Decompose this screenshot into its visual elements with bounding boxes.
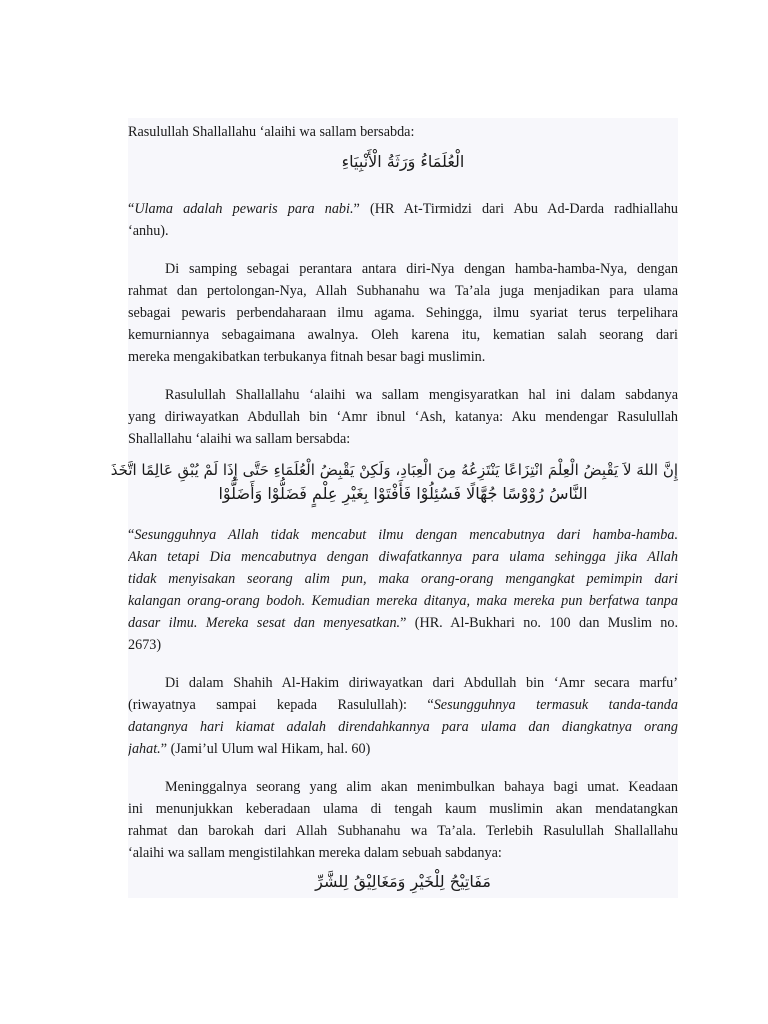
- arabic-hadith-ulama: الْعُلَمَاءُ وَرَثَةُ الْأَنْبِيَاءِ: [341, 152, 465, 171]
- paragraph-text: (riwayatnya sampai kepada Rasulullah): “: [128, 697, 434, 713]
- quote-line: [128, 716, 678, 738]
- quote-source: ” (Jami’ul Ulum wal Hikam, hal. 60): [160, 741, 371, 757]
- paragraph-line: Shallallahu ‘alaihi wa sallam bersabda:: [128, 431, 351, 447]
- paragraph-line: Di dalam Shahih Al-Hakim diriwayatkan dari Abdullah bin ‘Amr secara marfu’: [165, 675, 678, 691]
- paragraph-line: ‘alaihi wa sallam mengistilahkan mereka dalam sebuah sabdanya:: [128, 845, 502, 861]
- quote-line: [128, 590, 678, 612]
- document-text-block: [110, 118, 678, 898]
- arabic-hadith-line-2: النَّاسُ رُوْوْسًا جُهَّالًا فَسُئِلُوْا فَأَفْتَوْا بِغَيْرِ عِلْمٍ فَضَلُّوْا وَأَضَلُّوْا: [218, 484, 588, 503]
- arabic-hadith-keys: مَفَاتِيْحُ لِلْخَيْرِ وَمَغَالِيْقُ لِلشَّرِّ: [315, 872, 491, 891]
- quote-line: [128, 612, 678, 634]
- quote-source: ” (HR At-Tirmidzi dari Abu Ad-Darda radhiallahu: [353, 201, 678, 217]
- intro-line: Rasulullah Shallallahu ‘alaihi wa sallam bersabda:: [128, 124, 415, 140]
- paragraph-line: mereka mengakibatkan terbukanya fitnah besar bagi muslimin.: [128, 349, 486, 365]
- quote-line-end: ‘anhu).: [128, 223, 169, 239]
- quote-line: [128, 524, 678, 546]
- paragraph-line: kemurniannya sebagaimana awalnya. Oleh karena itu, kematian salah seorang dari: [128, 327, 678, 343]
- quote-italic: Akan tetapi Dia mencabutnya dengan diwafatkannya para ulama sehingga jika Allah: [128, 549, 678, 565]
- quote-italic: Sesungguhnya Allah tidak mencabut ilmu dengan mencabutnya dari hamba-hamba.: [134, 527, 678, 543]
- quote-italic: Sesungguhnya termasuk tanda-tanda: [433, 697, 678, 713]
- quote-open: “: [128, 201, 135, 217]
- quote-source-end: 2673): [128, 637, 162, 653]
- quote-italic: Ulama adalah pewaris para nabi.: [134, 201, 354, 217]
- quote-line: [128, 198, 678, 220]
- paragraph-line: sebagai pewaris perbendaharaan ilmu agama. Sehingga, ilmu syariat terus terpelihara: [128, 305, 678, 321]
- paragraph-line: rahmat dan pertolongan-Nya, Allah Subhanahu wa Ta’ala juga menjadikan para ulama: [128, 283, 678, 299]
- quote-line: [128, 568, 678, 590]
- quote-italic: dasar ilmu. Mereka sesat dan menyesatkan.: [128, 615, 401, 631]
- quote-open: “: [128, 527, 135, 543]
- arabic-hadith-line-1: إِنَّ اللهَ لاَ يَقْبِضُ الْعِلْمَ انْتِزَاعًا يَنْتَزِعُهُ مِنَ الْعِبَادِ، وَلَكِنْ يَقْبِضُ الْعُلَمَاءِ حَتَّى إِذَا لَمْ يُبْقِ عَالِمًا اتَّخَذَ: [110, 461, 678, 479]
- paragraph-line: ini menunjukkan keberadaan ulama di tengah kaum muslimin akan mendatangkan: [128, 801, 678, 817]
- paragraph-line: [128, 694, 678, 716]
- paragraph-line: yang diriwayatkan Abdullah bin ‘Amr ibnul ‘Ash, katanya: Aku mendengar Rasulullah: [128, 409, 678, 425]
- quote-italic: jahat.: [128, 741, 161, 757]
- paragraph-line: Meninggalnya seorang yang alim akan menimbulkan bahaya bagi umat. Keadaan: [165, 779, 678, 795]
- quote-italic: kalangan orang-orang bodoh. Kemudian mereka ditanya, maka mereka pun berfatwa tanpa: [128, 593, 678, 609]
- paragraph-line: Di samping sebagai perantara antara diri-Nya dengan hamba-hamba-Nya, dengan: [165, 261, 678, 277]
- quote-italic: tidak menyisakan seorang alim pun, maka orang-orang mengangkat pemimpin dari: [128, 571, 678, 587]
- paragraph-line: Rasulullah Shallallahu ‘alaihi wa sallam mengisyaratkan hal ini dalam sabdanya: [165, 387, 678, 403]
- quote-line: [128, 738, 678, 760]
- paragraph-line: rahmat dan barokah dari Allah Subhanahu wa Ta’ala. Terlebih Rasulullah Shallallahu: [128, 823, 678, 839]
- quote-line: [128, 546, 678, 568]
- quote-italic: datangnya hari kiamat adalah direndahkannya para ulama dan diangkatnya orang: [128, 719, 678, 735]
- quote-source: ” (HR. Al-Bukhari no. 100 dan Muslim no.: [400, 615, 678, 631]
